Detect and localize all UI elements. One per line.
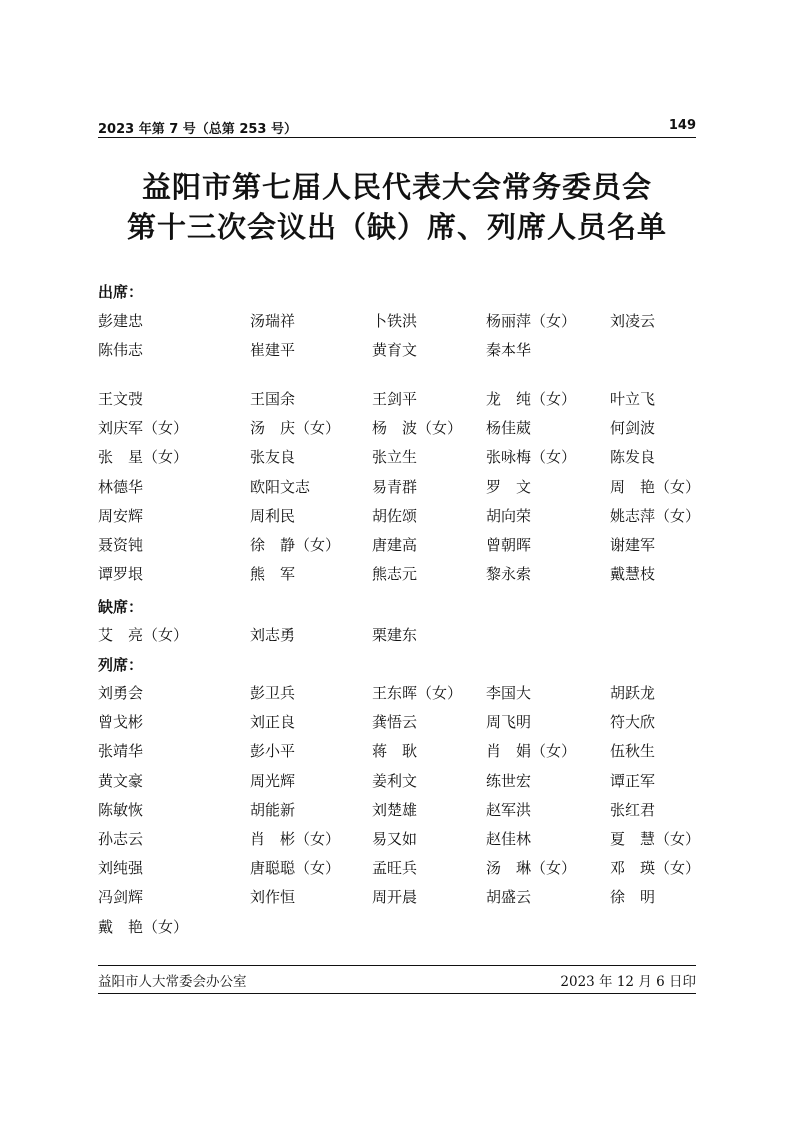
member-name: 何剑波 (610, 419, 656, 438)
member-name: 伍秋生 (610, 742, 656, 761)
member-name: 张咏梅（女） (486, 448, 577, 467)
member-name: 王国余 (250, 390, 296, 408)
page-number: 149 (668, 118, 696, 133)
member-name: 戴慧枝 (610, 565, 656, 584)
member-name: 谭罗垠 (98, 565, 144, 584)
member-name: 曾朝晖 (486, 536, 532, 554)
member-name: 胡向荣 (486, 506, 532, 525)
member-name: 聂资钝 (98, 536, 144, 554)
footer-office: 益阳市人大常委会办公室 (98, 974, 247, 990)
member-name: 徐 明 (610, 888, 656, 907)
member-name: 肖 彬（女） (250, 830, 341, 848)
attend-section-label: 出席： (98, 283, 144, 301)
member-name: 周安辉 (98, 506, 144, 525)
member-name: 刘庆军（女） (98, 419, 189, 438)
member-name: 谢建军 (610, 536, 656, 554)
member-name: 张红君 (610, 800, 656, 819)
document-title-line-1: 益阳市第七届人民代表大会常务委员会 (141, 170, 652, 204)
member-name: 胡盛云 (486, 888, 532, 907)
member-name: 张立生 (372, 448, 418, 467)
member-name: 姚志萍（女） (610, 506, 701, 525)
member-name: 唐建高 (372, 536, 418, 554)
member-name: 练世宏 (486, 771, 532, 790)
member-name: 李国大 (486, 684, 532, 702)
member-name: 胡能新 (250, 800, 296, 819)
member-name: 胡跃龙 (610, 684, 656, 702)
footer-divider-bottom (98, 993, 696, 994)
member-name: 陈伟志 (98, 341, 144, 360)
member-name: 周利民 (250, 506, 296, 525)
member-name: 蒋 耿 (372, 742, 418, 761)
footer-date: 2023 年 12 月 6 日印 (560, 974, 696, 990)
member-name: 肖 娟（女） (486, 742, 577, 761)
member-name: 刘正良 (250, 713, 296, 732)
member-name: 彭建忠 (98, 312, 144, 330)
member-name: 周 艳（女） (610, 477, 701, 496)
member-name: 孟旺兵 (372, 859, 418, 878)
member-name: 刘纯强 (98, 859, 144, 878)
member-name: 杨丽萍（女） (486, 312, 577, 330)
member-name: 汤瑞祥 (250, 312, 296, 330)
member-name: 欧阳文志 (250, 477, 311, 496)
member-name: 杨佳葳 (486, 419, 532, 438)
member-name: 刘楚雄 (372, 800, 418, 819)
member-name: 周光辉 (250, 771, 296, 790)
member-name: 陈发良 (610, 448, 656, 467)
member-name: 符大欣 (610, 713, 656, 732)
member-name: 彭小平 (250, 742, 296, 761)
member-name: 熊志元 (372, 565, 418, 584)
member-name: 熊 军 (250, 565, 296, 584)
member-name: 谭正军 (610, 771, 656, 790)
member-name: 艾 亮（女） (98, 626, 189, 644)
member-name: 黄文豪 (98, 771, 144, 790)
member-name: 龙 纯（女） (486, 390, 577, 408)
member-name: 龚悟云 (372, 713, 418, 732)
member-name: 邓 瑛（女） (610, 859, 701, 878)
member-name: 赵佳林 (486, 830, 532, 848)
member-name: 黎永索 (486, 565, 532, 584)
issue-label: 2023 年第 7 号（总第 253 号） (98, 122, 297, 137)
header-divider (98, 137, 696, 138)
member-name: 张靖华 (98, 742, 144, 761)
member-name: 易又如 (372, 830, 418, 848)
member-name: 胡佐颂 (372, 506, 418, 525)
member-name: 周飞明 (486, 713, 532, 732)
member-name: 张友良 (250, 448, 296, 467)
member-name: 陈敏恢 (98, 800, 144, 819)
observer-section-label: 列席： (98, 656, 144, 674)
document-title-line-2: 第十三次会议出（缺）席、列席人员名单 (126, 210, 667, 244)
member-name: 汤 琳（女） (486, 859, 577, 878)
absent-section-label: 缺席： (98, 598, 144, 616)
member-name: 刘勇会 (98, 684, 144, 702)
member-name: 王剑平 (372, 390, 418, 408)
member-name: 罗 文 (486, 477, 532, 496)
member-name: 黄育文 (372, 341, 418, 360)
member-name: 卜铁洪 (372, 312, 418, 330)
footer-divider-top (98, 965, 696, 966)
member-name: 唐聪聪（女） (250, 859, 341, 878)
member-name: 林德华 (98, 477, 144, 496)
member-name: 彭卫兵 (250, 684, 296, 702)
member-name: 汤 庆（女） (250, 419, 341, 438)
member-name: 刘作恒 (250, 888, 296, 907)
member-name: 赵军洪 (486, 800, 532, 819)
member-name: 秦本华 (486, 341, 532, 360)
member-name: 易青群 (372, 477, 418, 496)
member-name: 叶立飞 (610, 390, 656, 408)
member-name: 周开晨 (372, 888, 418, 907)
member-name: 夏 慧（女） (610, 830, 701, 848)
member-name: 徐 静（女） (250, 536, 341, 554)
member-name: 刘志勇 (250, 626, 296, 644)
member-name: 王东晖（女） (372, 684, 463, 702)
member-name: 张 星（女） (98, 448, 189, 467)
member-name: 崔建平 (250, 341, 296, 360)
member-name: 孙志云 (98, 830, 144, 848)
member-name: 刘凌云 (610, 312, 656, 330)
member-name: 杨 波（女） (372, 419, 463, 438)
member-name: 戴 艳（女） (98, 917, 189, 936)
member-name: 王文弢 (98, 390, 144, 408)
member-name: 冯剑辉 (98, 888, 144, 907)
member-name: 栗建东 (372, 626, 418, 644)
page-header (98, 114, 696, 138)
member-name: 姜利文 (372, 771, 418, 790)
member-name: 曾戈彬 (98, 713, 144, 732)
